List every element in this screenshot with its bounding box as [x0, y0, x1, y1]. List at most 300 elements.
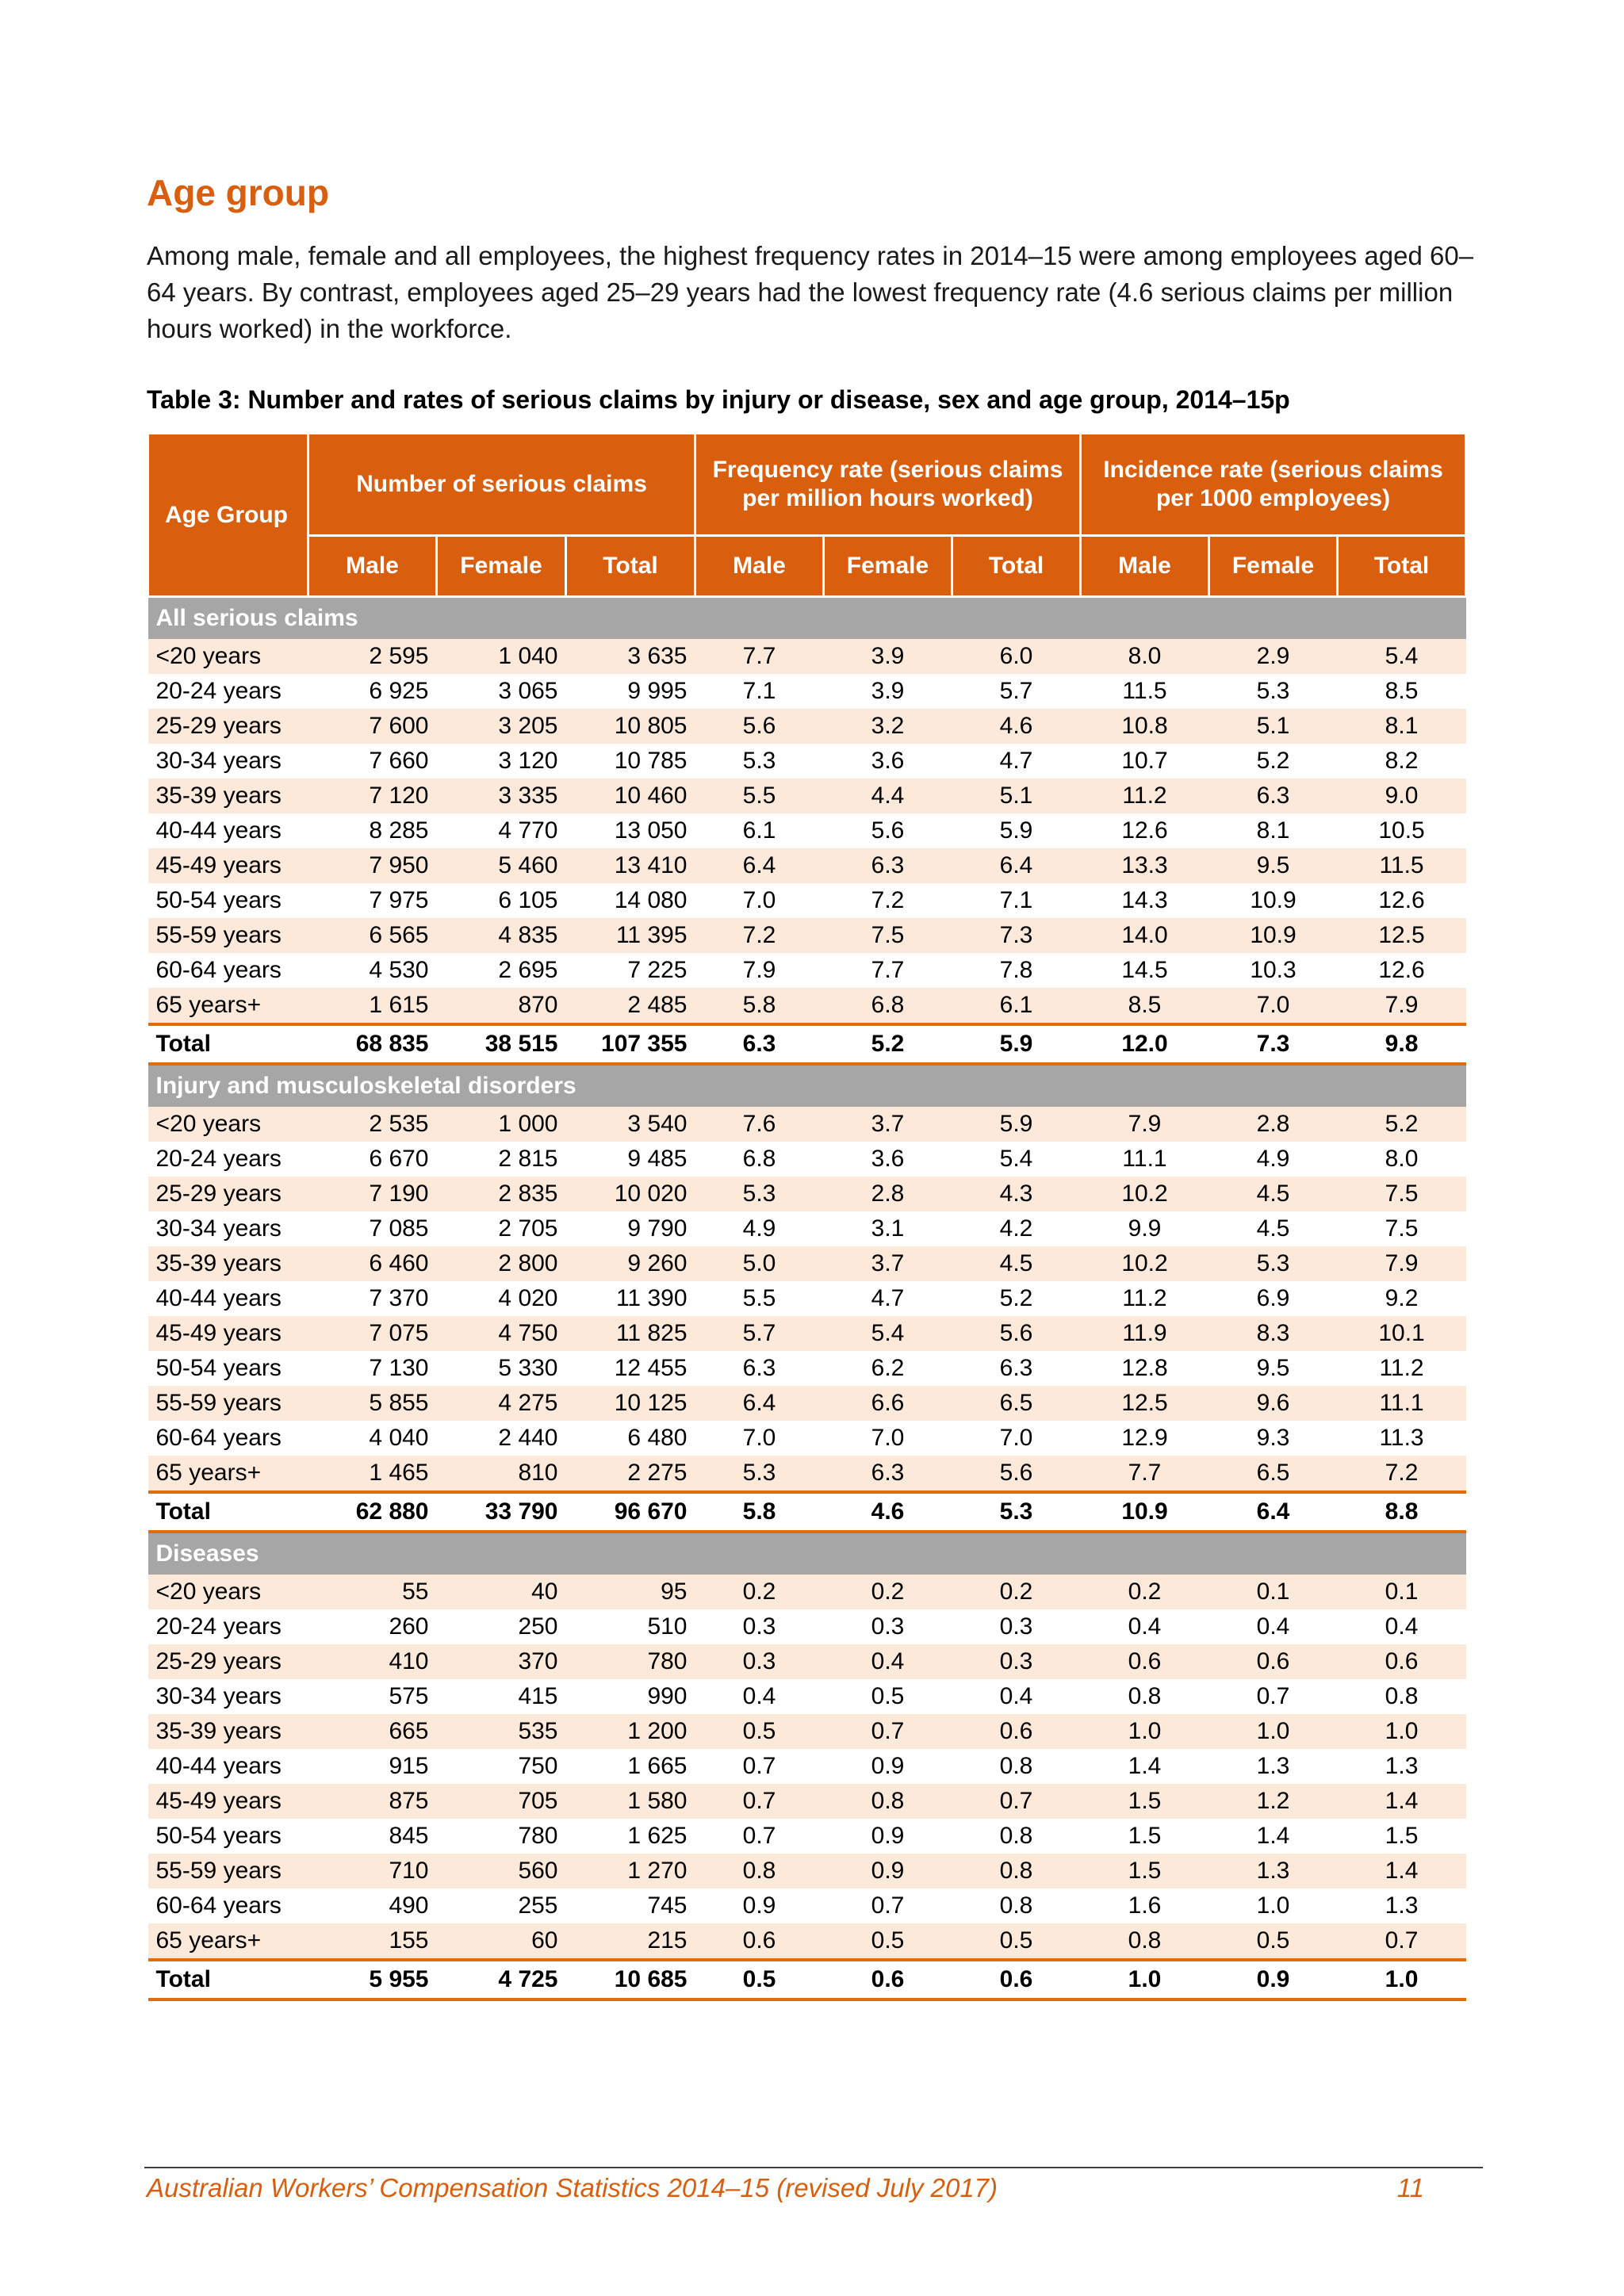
value-cell: 2 835 [437, 1177, 566, 1211]
value-cell: 0.5 [952, 1923, 1081, 1960]
value-cell: 2 705 [437, 1211, 566, 1246]
value-cell: 4 770 [437, 813, 566, 848]
value-cell: 12 455 [566, 1351, 695, 1386]
value-cell: 7 660 [308, 744, 437, 779]
value-cell: 10 805 [566, 709, 695, 744]
total-row [148, 1960, 1466, 1999]
value-cell: 0.7 [695, 1819, 824, 1854]
value-cell: 0.8 [1081, 1679, 1209, 1714]
value-cell: 2 485 [566, 988, 695, 1024]
value-cell: 6.9 [1209, 1281, 1338, 1316]
value-cell: 4.2 [952, 1211, 1081, 1246]
age-label-cell: 60-64 years [148, 1888, 308, 1923]
value-cell: 0.7 [1338, 1923, 1466, 1960]
value-cell: 1.2 [1209, 1784, 1338, 1819]
value-cell: 8 285 [308, 813, 437, 848]
total-value-cell: 0.6 [824, 1960, 952, 1999]
value-cell: 915 [308, 1749, 437, 1784]
table-row [148, 1281, 1466, 1316]
value-cell: 0.4 [952, 1679, 1081, 1714]
value-cell: 3 335 [437, 779, 566, 813]
value-cell: 8.5 [1081, 988, 1209, 1024]
value-cell: 8.0 [1338, 1142, 1466, 1177]
age-label-cell: 40-44 years [148, 1749, 308, 1784]
value-cell: 4.5 [1209, 1177, 1338, 1211]
value-cell: 0.7 [952, 1784, 1081, 1819]
value-cell: 1.0 [1338, 1714, 1466, 1749]
value-cell: 12.5 [1081, 1386, 1209, 1421]
value-cell: 745 [566, 1888, 695, 1923]
value-cell: 6.4 [695, 1386, 824, 1421]
value-cell: 11.9 [1081, 1316, 1209, 1351]
value-cell: 7.0 [824, 1421, 952, 1456]
value-cell: 5.4 [952, 1142, 1081, 1177]
age-label-cell: 50-54 years [148, 1819, 308, 1854]
value-cell: 4.5 [952, 1246, 1081, 1281]
value-cell: 4.5 [1209, 1211, 1338, 1246]
total-value-cell: 5.2 [824, 1024, 952, 1064]
value-cell: 0.4 [1209, 1609, 1338, 1644]
value-cell: 7.1 [952, 883, 1081, 918]
value-cell: 9 790 [566, 1211, 695, 1246]
value-cell: 6.3 [824, 1456, 952, 1492]
value-cell: 7.7 [1081, 1456, 1209, 1492]
value-cell: 10.8 [1081, 709, 1209, 744]
value-cell: 250 [437, 1609, 566, 1644]
header-row-subcolumns [148, 536, 1466, 597]
total-row [148, 1024, 1466, 1064]
value-cell: 13 410 [566, 848, 695, 883]
age-label-cell: 60-64 years [148, 953, 308, 988]
table-row [148, 918, 1466, 953]
value-cell: 12.6 [1338, 953, 1466, 988]
value-cell: 7.9 [695, 953, 824, 988]
value-cell: 0.4 [1081, 1609, 1209, 1644]
value-cell: 0.2 [1081, 1575, 1209, 1609]
value-cell: 11 825 [566, 1316, 695, 1351]
value-cell: 3.7 [824, 1107, 952, 1142]
value-cell: 575 [308, 1679, 437, 1714]
value-cell: 8.3 [1209, 1316, 1338, 1351]
value-cell: 705 [437, 1784, 566, 1819]
age-label-cell: 55-59 years [148, 1854, 308, 1888]
value-cell: 1 200 [566, 1714, 695, 1749]
value-cell: 490 [308, 1888, 437, 1923]
value-cell: 4 835 [437, 918, 566, 953]
table-row [148, 1644, 1466, 1679]
table-row [148, 1575, 1466, 1609]
total-value-cell: 96 670 [566, 1492, 695, 1532]
value-cell: 1 040 [437, 639, 566, 674]
value-cell: 0.5 [824, 1679, 952, 1714]
table-row [148, 1679, 1466, 1714]
value-cell: 11.2 [1338, 1351, 1466, 1386]
value-cell: 12.6 [1081, 813, 1209, 848]
claims-table [147, 432, 1467, 2001]
value-cell: 875 [308, 1784, 437, 1819]
value-cell: 9.0 [1338, 779, 1466, 813]
value-cell: 4.3 [952, 1177, 1081, 1211]
value-cell: 845 [308, 1819, 437, 1854]
total-value-cell: 0.6 [952, 1960, 1081, 1999]
total-value-cell: 0.5 [695, 1960, 824, 1999]
value-cell: 0.2 [952, 1575, 1081, 1609]
page-number: 11 [1396, 2173, 1424, 2202]
total-value-cell: 5.8 [695, 1492, 824, 1532]
value-cell: 7 190 [308, 1177, 437, 1211]
value-cell: 5.4 [824, 1316, 952, 1351]
value-cell: 5.3 [1209, 1246, 1338, 1281]
value-cell: 8.1 [1338, 709, 1466, 744]
value-cell: 7 600 [308, 709, 437, 744]
value-cell: 12.8 [1081, 1351, 1209, 1386]
value-cell: 7 120 [308, 779, 437, 813]
value-cell: 0.4 [695, 1679, 824, 1714]
value-cell: 11.1 [1338, 1386, 1466, 1421]
value-cell: 7.9 [1338, 1246, 1466, 1281]
value-cell: 0.8 [952, 1749, 1081, 1784]
value-cell: 10.3 [1209, 953, 1338, 988]
table-body [148, 597, 1466, 2000]
value-cell: 2.8 [824, 1177, 952, 1211]
value-cell: 9.9 [1081, 1211, 1209, 1246]
value-cell: 665 [308, 1714, 437, 1749]
value-cell: 0.4 [824, 1644, 952, 1679]
value-cell: 7.0 [952, 1421, 1081, 1456]
value-cell: 6.0 [952, 639, 1081, 674]
value-cell: 7.0 [695, 1421, 824, 1456]
value-cell: 10.7 [1081, 744, 1209, 779]
value-cell: 1 615 [308, 988, 437, 1024]
value-cell: 1 625 [566, 1819, 695, 1854]
table-row [148, 1421, 1466, 1456]
value-cell: 14.3 [1081, 883, 1209, 918]
table-row [148, 1316, 1466, 1351]
value-cell: 255 [437, 1888, 566, 1923]
total-value-cell: 4.6 [824, 1492, 952, 1532]
value-cell: 6.1 [952, 988, 1081, 1024]
value-cell: 6 460 [308, 1246, 437, 1281]
value-cell: 0.9 [695, 1888, 824, 1923]
value-cell: 0.3 [824, 1609, 952, 1644]
value-cell: 3 635 [566, 639, 695, 674]
value-cell: 4.4 [824, 779, 952, 813]
value-cell: 6.3 [952, 1351, 1081, 1386]
value-cell: 6 670 [308, 1142, 437, 1177]
value-cell: 1 000 [437, 1107, 566, 1142]
value-cell: 11.2 [1081, 1281, 1209, 1316]
value-cell: 3.2 [824, 709, 952, 744]
age-label-cell: 35-39 years [148, 1246, 308, 1281]
value-cell: 6.5 [1209, 1456, 1338, 1492]
value-cell: 10.9 [1209, 918, 1338, 953]
value-cell: 2.9 [1209, 639, 1338, 674]
value-cell: 0.8 [952, 1888, 1081, 1923]
value-cell: 0.1 [1338, 1575, 1466, 1609]
age-label-cell: 60-64 years [148, 1421, 308, 1456]
value-cell: 7.5 [1338, 1211, 1466, 1246]
value-cell: 7.1 [695, 674, 824, 709]
total-label-cell: Total [148, 1960, 308, 1999]
value-cell: 0.8 [952, 1854, 1081, 1888]
value-cell: 1 580 [566, 1784, 695, 1819]
total-value-cell: 1.0 [1081, 1960, 1209, 1999]
total-value-cell: 12.0 [1081, 1024, 1209, 1064]
value-cell: 7.6 [695, 1107, 824, 1142]
value-cell: 5.6 [952, 1316, 1081, 1351]
total-value-cell: 4 725 [437, 1960, 566, 1999]
table-header [148, 434, 1466, 597]
value-cell: 1.3 [1209, 1749, 1338, 1784]
section-title: All serious claims [148, 597, 1466, 640]
total-value-cell: 68 835 [308, 1024, 437, 1064]
total-value-cell: 10 685 [566, 1960, 695, 1999]
value-cell: 1.0 [1209, 1888, 1338, 1923]
total-value-cell: 5.3 [952, 1492, 1081, 1532]
value-cell: 990 [566, 1679, 695, 1714]
value-cell: 9.5 [1209, 848, 1338, 883]
value-cell: 3 205 [437, 709, 566, 744]
value-cell: 7.2 [1338, 1456, 1466, 1492]
value-cell: 6.1 [695, 813, 824, 848]
value-cell: 4 275 [437, 1386, 566, 1421]
age-label-cell: 50-54 years [148, 883, 308, 918]
value-cell: 5.9 [952, 813, 1081, 848]
value-cell: 14.5 [1081, 953, 1209, 988]
table-row [148, 813, 1466, 848]
value-cell: 0.8 [1081, 1923, 1209, 1960]
value-cell: 0.6 [952, 1714, 1081, 1749]
total-value-cell: 38 515 [437, 1024, 566, 1064]
age-label-cell: 65 years+ [148, 1923, 308, 1960]
table-row [148, 953, 1466, 988]
value-cell: 55 [308, 1575, 437, 1609]
value-cell: 2 275 [566, 1456, 695, 1492]
total-value-cell: 107 355 [566, 1024, 695, 1064]
age-label-cell: 25-29 years [148, 1644, 308, 1679]
value-cell: 10.1 [1338, 1316, 1466, 1351]
value-cell: 0.6 [1338, 1644, 1466, 1679]
value-cell: 0.3 [952, 1609, 1081, 1644]
value-cell: 11 390 [566, 1281, 695, 1316]
total-label-cell: Total [148, 1492, 308, 1532]
value-cell: 0.4 [1338, 1609, 1466, 1644]
value-cell: 5.6 [695, 709, 824, 744]
value-cell: 8.5 [1338, 674, 1466, 709]
table-row [148, 1609, 1466, 1644]
table-row [148, 639, 1466, 674]
table-row [148, 1386, 1466, 1421]
value-cell: 7.8 [952, 953, 1081, 988]
value-cell: 6.6 [824, 1386, 952, 1421]
age-label-cell: 35-39 years [148, 1714, 308, 1749]
value-cell: 5.3 [695, 744, 824, 779]
number-of-claims-header: Number of serious claims [308, 434, 695, 536]
section-header-row [148, 1064, 1466, 1107]
value-cell: 9 485 [566, 1142, 695, 1177]
value-cell: 4.6 [952, 709, 1081, 744]
value-cell: 7 085 [308, 1211, 437, 1246]
value-cell: 60 [437, 1923, 566, 1960]
value-cell: 0.7 [695, 1784, 824, 1819]
value-cell: 0.8 [695, 1854, 824, 1888]
value-cell: 40 [437, 1575, 566, 1609]
value-cell: 0.9 [824, 1854, 952, 1888]
value-cell: 510 [566, 1609, 695, 1644]
table-row [148, 674, 1466, 709]
value-cell: 7.7 [695, 639, 824, 674]
age-label-cell: 65 years+ [148, 988, 308, 1024]
total-value-cell: 9.8 [1338, 1024, 1466, 1064]
sub-header-total: Total [1338, 536, 1466, 597]
table-row [148, 1246, 1466, 1281]
value-cell: 11 395 [566, 918, 695, 953]
value-cell: 0.3 [695, 1609, 824, 1644]
value-cell: 0.6 [695, 1923, 824, 1960]
age-label-cell: <20 years [148, 1107, 308, 1142]
value-cell: 14.0 [1081, 918, 1209, 953]
age-label-cell: 45-49 years [148, 1784, 308, 1819]
value-cell: 370 [437, 1644, 566, 1679]
value-cell: 5.1 [1209, 709, 1338, 744]
age-label-cell: 20-24 years [148, 1142, 308, 1177]
value-cell: 5 855 [308, 1386, 437, 1421]
value-cell: 1.5 [1081, 1854, 1209, 1888]
value-cell: 4 750 [437, 1316, 566, 1351]
value-cell: 5.5 [695, 779, 824, 813]
sub-header-male: Male [695, 536, 824, 597]
table-row [148, 1351, 1466, 1386]
value-cell: 5 330 [437, 1351, 566, 1386]
table-row [148, 1819, 1466, 1854]
value-cell: 0.8 [1338, 1679, 1466, 1714]
value-cell: 5.9 [952, 1107, 1081, 1142]
value-cell: 6.4 [695, 848, 824, 883]
value-cell: 780 [437, 1819, 566, 1854]
value-cell: 2 535 [308, 1107, 437, 1142]
table-row [148, 1888, 1466, 1923]
value-cell: 6.5 [952, 1386, 1081, 1421]
value-cell: 9.3 [1209, 1421, 1338, 1456]
value-cell: 0.7 [695, 1749, 824, 1784]
value-cell: 10.5 [1338, 813, 1466, 848]
section-header-row [148, 597, 1466, 640]
value-cell: 5.3 [1209, 674, 1338, 709]
value-cell: 3.1 [824, 1211, 952, 1246]
value-cell: 4.9 [1209, 1142, 1338, 1177]
value-cell: 5.6 [952, 1456, 1081, 1492]
value-cell: 4.9 [695, 1211, 824, 1246]
value-cell: 3 120 [437, 744, 566, 779]
table-row [148, 988, 1466, 1024]
value-cell: 710 [308, 1854, 437, 1888]
total-value-cell: 5 955 [308, 1960, 437, 1999]
value-cell: 870 [437, 988, 566, 1024]
value-cell: 7 950 [308, 848, 437, 883]
total-label-cell: Total [148, 1024, 308, 1064]
value-cell: 1.0 [1209, 1714, 1338, 1749]
value-cell: 8.1 [1209, 813, 1338, 848]
value-cell: 5.2 [1209, 744, 1338, 779]
value-cell: 14 080 [566, 883, 695, 918]
value-cell: 7.9 [1081, 1107, 1209, 1142]
age-label-cell: 40-44 years [148, 813, 308, 848]
value-cell: 0.6 [1209, 1644, 1338, 1679]
age-label-cell: 20-24 years [148, 1609, 308, 1644]
table-row [148, 1456, 1466, 1492]
value-cell: 1 665 [566, 1749, 695, 1784]
value-cell: 0.9 [824, 1749, 952, 1784]
value-cell: 1.5 [1338, 1819, 1466, 1854]
value-cell: 5.7 [695, 1316, 824, 1351]
value-cell: 11.5 [1081, 674, 1209, 709]
value-cell: 0.7 [1209, 1679, 1338, 1714]
value-cell: 0.8 [824, 1784, 952, 1819]
value-cell: 2 440 [437, 1421, 566, 1456]
value-cell: 0.1 [1209, 1575, 1338, 1609]
age-label-cell: 45-49 years [148, 848, 308, 883]
value-cell: 7.0 [695, 883, 824, 918]
total-row [148, 1492, 1466, 1532]
value-cell: 1.3 [1338, 1888, 1466, 1923]
value-cell: 3.7 [824, 1246, 952, 1281]
value-cell: 3.9 [824, 674, 952, 709]
age-label-cell: 30-34 years [148, 1211, 308, 1246]
value-cell: 3.9 [824, 639, 952, 674]
age-group-header: Age Group [148, 434, 308, 597]
value-cell: 780 [566, 1644, 695, 1679]
value-cell: 1.5 [1081, 1784, 1209, 1819]
section-title: Injury and musculoskeletal disorders [148, 1064, 1466, 1107]
value-cell: 12.6 [1338, 883, 1466, 918]
value-cell: 10 020 [566, 1177, 695, 1211]
frequency-rate-header: Frequency rate (serious claims per million hours worked) [695, 434, 1081, 536]
footer-divider [144, 2167, 1483, 2168]
table-row [148, 1749, 1466, 1784]
value-cell: 2 595 [308, 639, 437, 674]
value-cell: 9 995 [566, 674, 695, 709]
age-label-cell: 20-24 years [148, 674, 308, 709]
value-cell: 2.8 [1209, 1107, 1338, 1142]
value-cell: 410 [308, 1644, 437, 1679]
table-row [148, 1784, 1466, 1819]
section-heading: Age group [147, 172, 329, 213]
value-cell: 10.2 [1081, 1246, 1209, 1281]
value-cell: 10.9 [1209, 883, 1338, 918]
table-caption: Table 3: Number and rates of serious claims by injury or disease, sex and age group, 2014–15p [147, 385, 1290, 414]
value-cell: 10 125 [566, 1386, 695, 1421]
value-cell: 5.3 [695, 1177, 824, 1211]
value-cell: 7 975 [308, 883, 437, 918]
value-cell: 6.2 [824, 1351, 952, 1386]
table-row [148, 1854, 1466, 1888]
value-cell: 1.0 [1081, 1714, 1209, 1749]
value-cell: 9 260 [566, 1246, 695, 1281]
age-label-cell: 35-39 years [148, 779, 308, 813]
value-cell: 0.5 [824, 1923, 952, 1960]
total-value-cell: 1.0 [1338, 1960, 1466, 1999]
value-cell: 8.0 [1081, 639, 1209, 674]
sub-header-total: Total [952, 536, 1081, 597]
value-cell: 1.5 [1081, 1819, 1209, 1854]
value-cell: 6.4 [952, 848, 1081, 883]
value-cell: 6.3 [824, 848, 952, 883]
sub-header-female: Female [1209, 536, 1338, 597]
value-cell: 4 020 [437, 1281, 566, 1316]
value-cell: 0.9 [824, 1819, 952, 1854]
section-header-row [148, 1532, 1466, 1575]
table-row [148, 1714, 1466, 1749]
